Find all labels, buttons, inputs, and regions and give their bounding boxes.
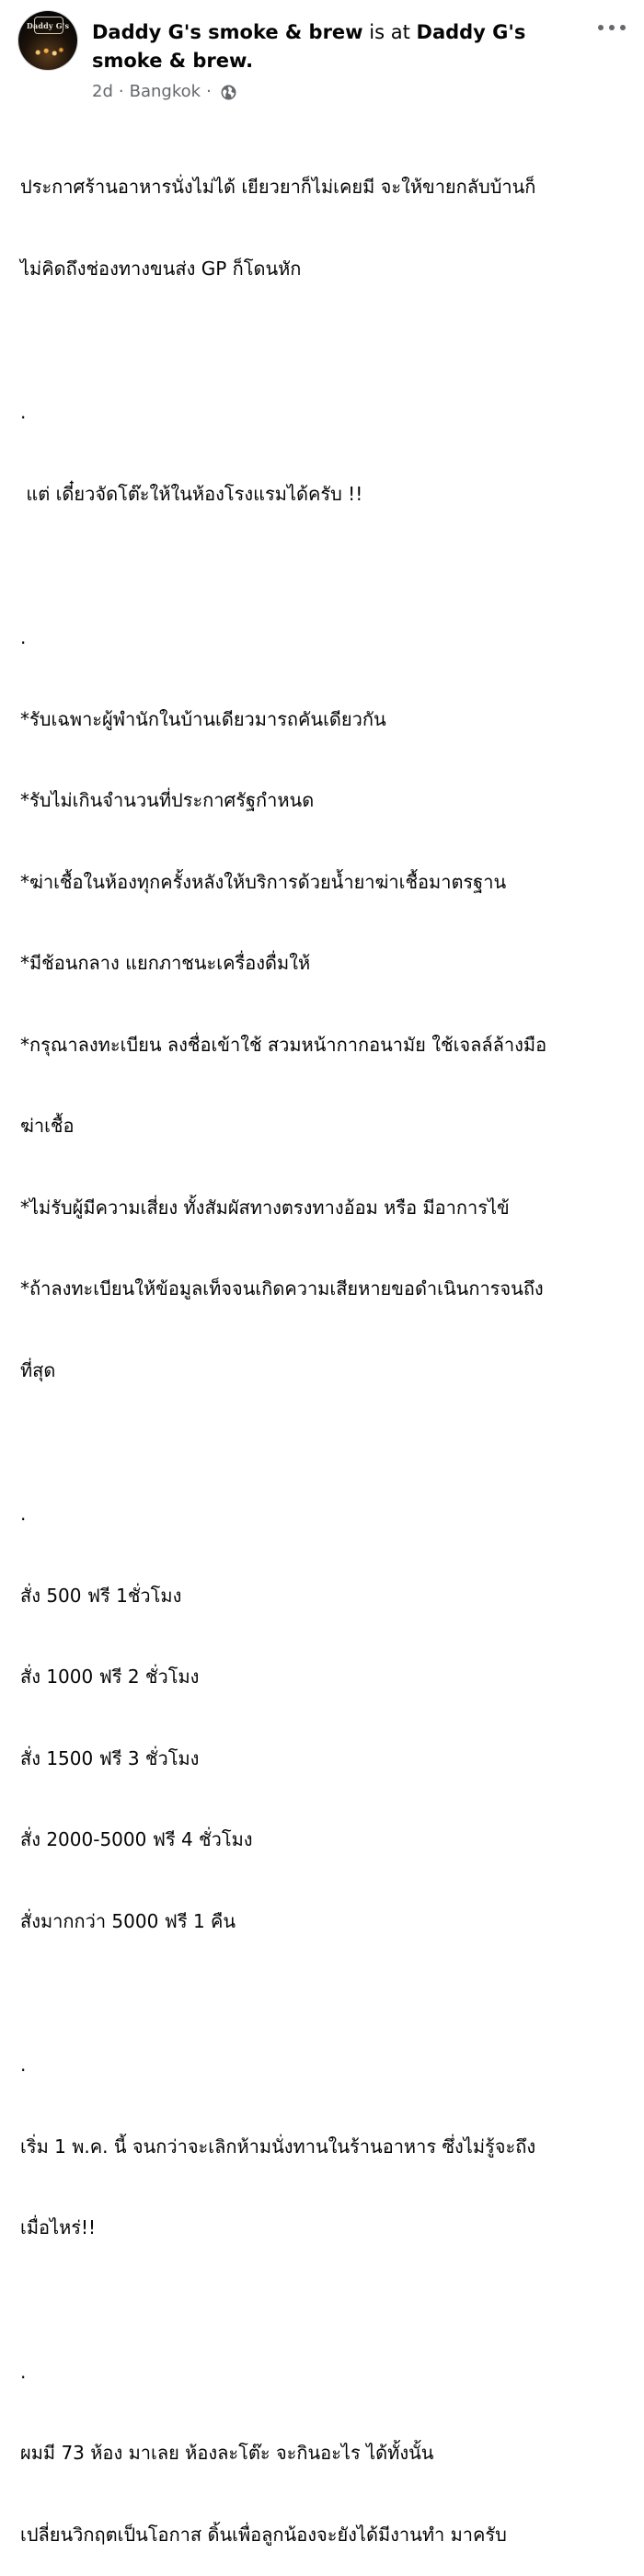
post-body — [20, 120, 637, 2576]
post-line: *กรุณาลงทะเบียน ลงชื่อเข้าใช้ สวมหน้ากากอนามัย ใช้เจลล์ล้างมือ — [20, 1033, 547, 1056]
more-dot — [609, 25, 615, 30]
post-meta — [92, 81, 236, 103]
meta-separator: · — [118, 82, 124, 101]
paragraph-gap — [20, 1989, 637, 1998]
post-line: . — [20, 2360, 27, 2383]
post-line: *ไม่รับผู้มีความเสี่ยง ทั้งสัมผัสทางตรงทางอ้อม หรือ มีอาการไข้ — [20, 1196, 510, 1219]
location-link[interactable]: Daddy G's smoke & brew. — [92, 21, 526, 72]
paragraph-gap — [20, 337, 637, 345]
check-in-connector: is at — [369, 21, 410, 43]
globe-icon[interactable] — [221, 85, 236, 100]
post-line: . — [20, 401, 27, 423]
post-line: ประกาศร้านอาหารนั่งไม่ได้ เยียวยาก็ไม่เคยมี จะให้ขายกลับบ้านก็ — [20, 176, 536, 198]
post-line: *มีช้อนกลาง แยกภาชนะเครื่องดื่มให้ — [20, 952, 311, 974]
post-line: . — [20, 1503, 27, 1525]
post-line: สั่ง 1500 ฟรี 3 ชั่วโมง — [20, 1746, 200, 1769]
page-name-link[interactable]: Daddy G's smoke & brew — [92, 21, 363, 43]
paragraph-gap — [20, 1438, 637, 1447]
post-line: สั่งมากกว่า 5000 ฟรี 1 คืน — [20, 1909, 236, 1932]
avatar-logo-text: Daddy G's — [26, 21, 70, 30]
more-dot — [620, 25, 626, 30]
avatar-lights — [31, 44, 64, 61]
more-dot — [598, 25, 604, 30]
paragraph-gap — [20, 2296, 637, 2305]
post-timestamp[interactable]: 2d — [92, 82, 113, 101]
more-horizontal-icon[interactable] — [598, 24, 626, 31]
post-line: ผมมี 73 ห้อง มาเลย ห้องละโต๊ะ จะกินอะไร ได้ทั้งนั้น — [20, 2442, 434, 2464]
post-title — [92, 18, 589, 75]
post-line: ฆ่าเชื้อ — [20, 1115, 75, 1137]
post-line: เริ่ม 1 พ.ค. นี้ จนกว่าจะเลิกห้ามนั่งทานในร้านอาหาร ซึ่งไม่รู้จะถึง — [20, 2135, 536, 2158]
post-line: *ถ้าลงทะเบียนให้ข้อมูลเท็จจนเกิดความเสียหายขอดำเนินการจนถึง — [20, 1277, 544, 1299]
page-avatar[interactable] — [18, 11, 77, 70]
post-line: *ฆ่าเชื้อในห้องทุกครั้งหลังให้บริการด้วยน้ำยาฆ่าเชื้อมาตรฐาน — [20, 870, 507, 893]
post-line: สั่ง 500 ฟรี 1ชั่วโมง — [20, 1584, 182, 1607]
post-line: *รับไม่เกินจำนวนที่ประกาศรัฐกำหนด — [20, 789, 315, 811]
post-header — [0, 0, 644, 109]
post-line: *รับเฉพาะผู้พำนักในบ้านเดียวมารถคันเดียวกัน — [20, 707, 386, 730]
post-line: เปลี่ยนวิกฤตเป็นโอกาส ดิ้นเพื่อลูกน้องจะยังได้มีงานทำ มาครับ — [20, 2523, 507, 2546]
post-line: ที่สุด — [20, 1358, 56, 1381]
post-line: สั่ง 2000-5000 ฟรี 4 ชั่วโมง — [20, 1828, 253, 1850]
post-line: สั่ง 1000 ฟรี 2 ชั่วโมง — [20, 1666, 200, 1688]
post-place[interactable]: Bangkok — [129, 82, 201, 101]
post-line: . — [20, 2054, 27, 2076]
post-line: แต่ เดี๋ยวจัดโต๊ะให้ในห้องโรงแรมได้ครับ !! — [20, 482, 363, 505]
meta-separator: · — [206, 82, 212, 101]
post-line: เมื่อไหร่!! — [20, 2216, 97, 2238]
paragraph-gap — [20, 562, 637, 570]
post-line: ไม่คิดถึงช่องทางขนส่ง GP ก็โดนหัก — [20, 257, 302, 280]
post-line: . — [20, 626, 27, 648]
